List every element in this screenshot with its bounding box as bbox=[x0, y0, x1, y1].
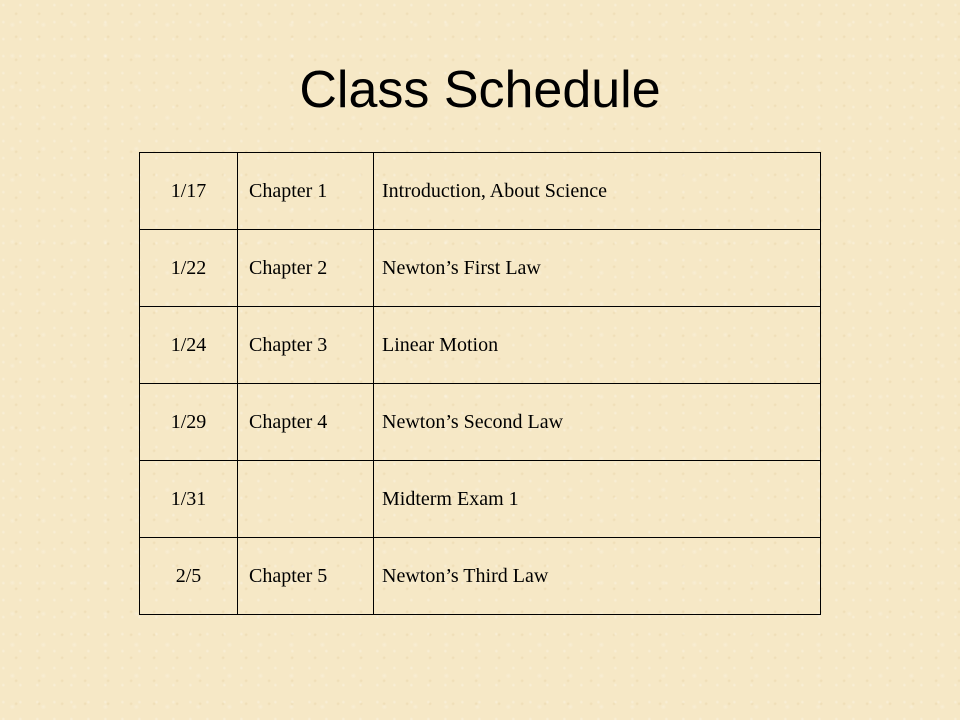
table-row bbox=[140, 153, 821, 230]
table-row bbox=[140, 230, 821, 307]
slide-title: Class Schedule bbox=[299, 61, 661, 119]
topic-cell: Linear Motion bbox=[374, 307, 821, 384]
chapter-cell: Chapter 3 bbox=[238, 307, 374, 384]
chapter-cell: Chapter 2 bbox=[238, 230, 374, 307]
schedule-table bbox=[139, 152, 821, 615]
chapter-cell: Chapter 4 bbox=[238, 384, 374, 461]
topic-cell: Newton’s Second Law bbox=[374, 384, 821, 461]
date-cell: 1/29 bbox=[140, 384, 238, 461]
table-row bbox=[140, 384, 821, 461]
topic-cell: Newton’s First Law bbox=[374, 230, 821, 307]
topic-cell: Introduction, About Science bbox=[374, 153, 821, 230]
date-cell: 1/24 bbox=[140, 307, 238, 384]
date-cell: 2/5 bbox=[140, 538, 238, 615]
date-cell: 1/22 bbox=[140, 230, 238, 307]
date-cell: 1/17 bbox=[140, 153, 238, 230]
topic-cell: Newton’s Third Law bbox=[374, 538, 821, 615]
date-cell: 1/31 bbox=[140, 461, 238, 538]
chapter-cell bbox=[238, 461, 374, 538]
chapter-cell: Chapter 1 bbox=[238, 153, 374, 230]
chapter-cell: Chapter 5 bbox=[238, 538, 374, 615]
topic-cell: Midterm Exam 1 bbox=[374, 461, 821, 538]
table-row bbox=[140, 461, 821, 538]
table-row bbox=[140, 538, 821, 615]
table-row bbox=[140, 307, 821, 384]
